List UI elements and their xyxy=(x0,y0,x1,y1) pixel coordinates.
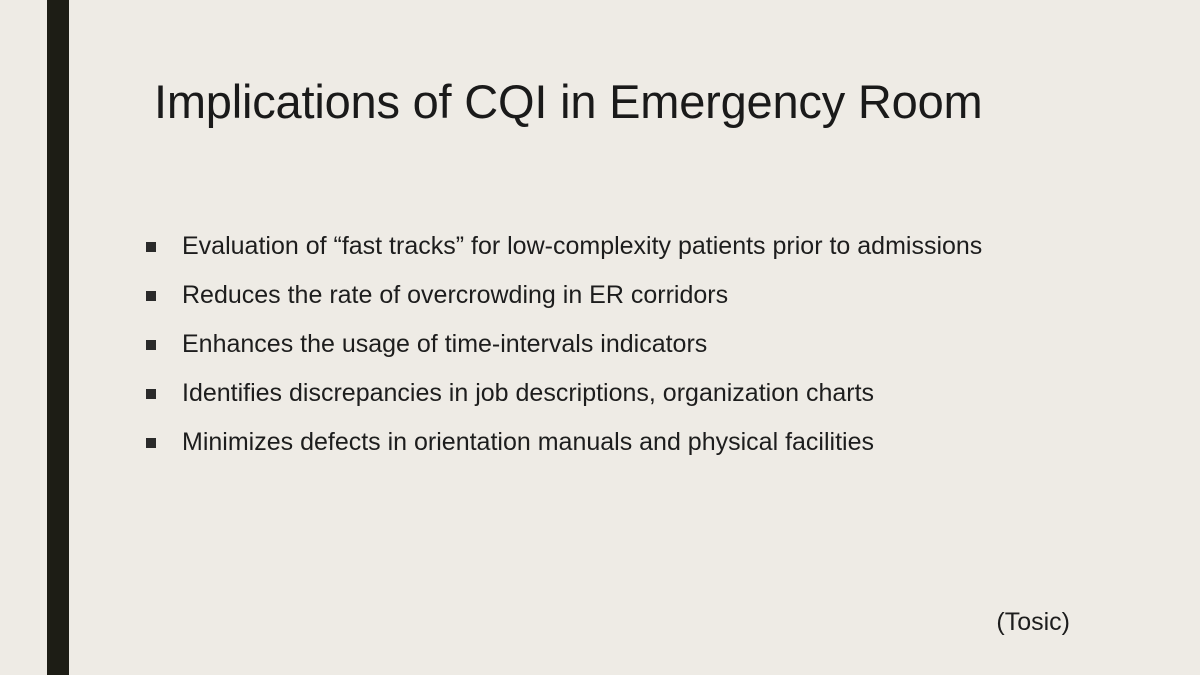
bullet-text: Minimizes defects in orientation manuals and physical facilities xyxy=(182,428,874,456)
square-bullet-icon xyxy=(146,389,156,399)
citation: (Tosic) xyxy=(996,608,1070,636)
bullet-item xyxy=(144,230,1044,262)
bullet-item xyxy=(144,377,1044,409)
bullet-item xyxy=(144,279,1044,311)
bullet-item xyxy=(144,426,1044,458)
bullet-text: Identifies discrepancies in job descriptions, organization charts xyxy=(182,379,875,407)
bullet-item xyxy=(144,328,1044,360)
square-bullet-icon xyxy=(146,291,156,301)
square-bullet-icon xyxy=(146,438,156,448)
bullet-text: Reduces the rate of overcrowding in ER corridors xyxy=(182,281,729,309)
accent-bar xyxy=(47,0,69,675)
square-bullet-icon xyxy=(146,340,156,350)
bullet-list xyxy=(144,230,1044,475)
bullet-text: Evaluation of “fast tracks” for low-complexity patients prior to admissions xyxy=(182,232,983,260)
square-bullet-icon xyxy=(146,242,156,252)
slide-title: Implications of CQI in Emergency Room xyxy=(154,75,983,128)
bullet-text: Enhances the usage of time-intervals indicators xyxy=(182,330,708,358)
